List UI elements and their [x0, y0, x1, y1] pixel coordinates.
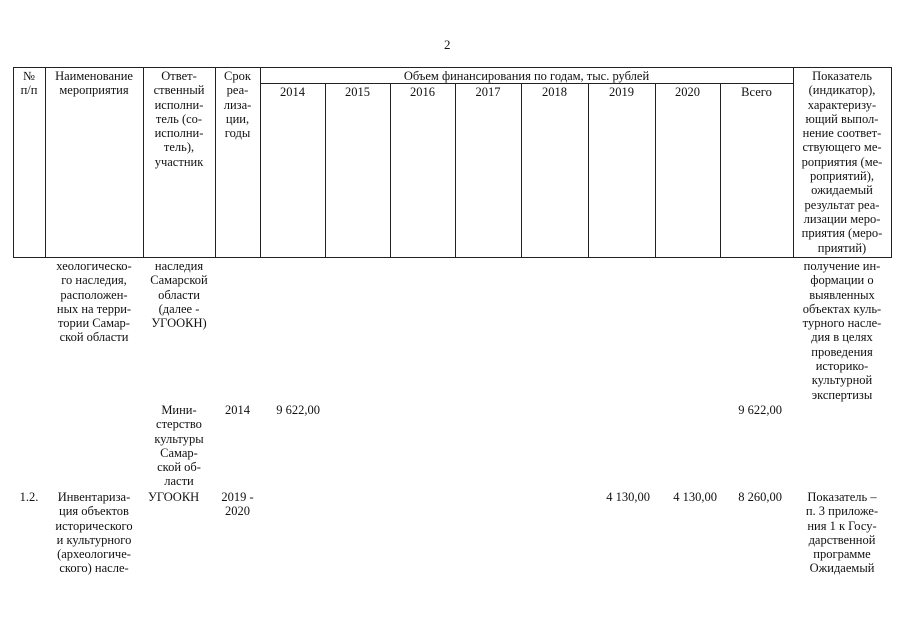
row-cont-name: хеологическо- го наследия, расположен- ных на терри- тории Самар- ской области — [56, 259, 132, 345]
header-year-2019: 2019 — [609, 85, 634, 99]
header-year-2015: 2015 — [345, 85, 370, 99]
header-name: Наименование мероприятия — [55, 69, 133, 98]
row-12-2020: 4 130,00 — [673, 490, 717, 504]
header-year-2017: 2017 — [475, 85, 501, 99]
header-num: № п/п — [20, 69, 38, 98]
header-year-2016: 2016 — [410, 85, 435, 99]
header-indicator: Показатель (индикатор), характеризу- ющий выпол- нение соответ- ствующего ме- роприятия (ме- роприятий), ожидаемый результат реа- лизации меро- приятия (меро- приятий) — [801, 69, 883, 255]
row-12-total: 8 260,00 — [738, 490, 782, 504]
row-12-responsible: УГООКН — [148, 490, 200, 504]
row-12-name: Инвентариза- ция объектов исторического и культурного (археологиче- ского) насле- — [55, 490, 133, 576]
row-12-num: 1.2. — [19, 490, 39, 504]
header-funding: Объем финансирования по годам, тыс. рублей — [403, 69, 650, 83]
page-number: 2 — [444, 37, 451, 52]
header-year-2020: 2020 — [675, 85, 700, 99]
row-12-term: 2019 - 2020 — [221, 490, 254, 519]
header-year-2018: 2018 — [542, 85, 567, 99]
row-12-2019: 4 130,00 — [606, 490, 650, 504]
row-ministry-total: 9 622,00 — [738, 403, 782, 417]
row-ministry-term: 2014 — [225, 403, 250, 417]
row-cont-responsible: наследия Самарской области (далее - УГООКН) — [150, 259, 208, 331]
row-ministry-2014: 9 622,00 — [276, 403, 320, 417]
row-12-indicator: Показатель – п. 3 приложе- ния 1 к Госу- дарственной программе Ожидаемый — [805, 490, 879, 576]
header-total: Всего — [741, 85, 772, 99]
header-year-2014: 2014 — [280, 85, 305, 99]
header-responsible: Ответ- ственный исполни- тель (со- исполни- тель), участник — [153, 69, 205, 169]
header-term: Срок реа- лиза- ции, годы — [223, 69, 252, 141]
row-ministry-responsible: Мини- стерство культуры Самар- ской об- ласти — [154, 403, 204, 489]
row-cont-indicator: получение ин- формации о выявленных объектах куль- турного насле- дия в целях проведения историко- культурной экспертизы — [802, 259, 882, 402]
